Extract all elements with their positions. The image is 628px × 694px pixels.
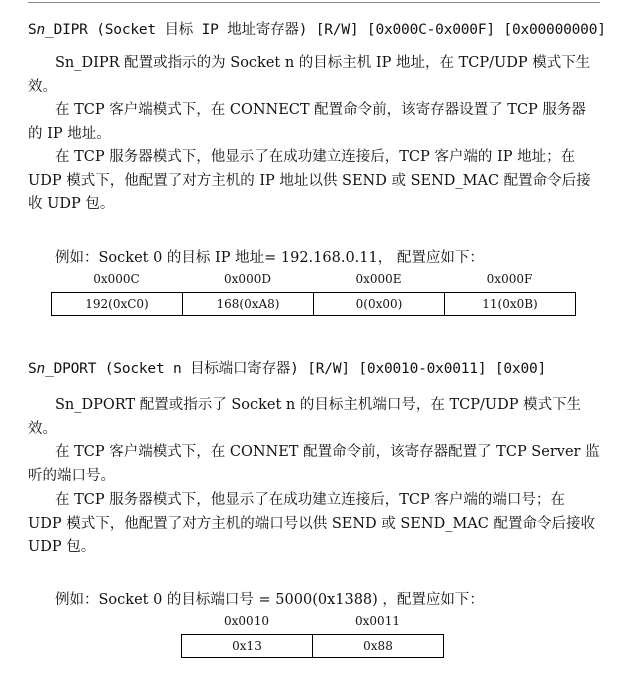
dport-value-1: 0x88 <box>313 635 444 658</box>
table-row <box>182 635 444 658</box>
dport-example: 例如：Socket 0 的目标端口号 = 5000(0x1388) ，配置应如下： <box>55 592 484 608</box>
dipr-address-3: 0x000F <box>486 272 533 286</box>
heading-prefix: S <box>28 22 37 38</box>
dipr-address-1: 0x000D <box>224 272 271 286</box>
dport-paragraph-1-text: Sn_DPORT 配置或指示了 Socket n 的目标主机端口号，在 TCP/UDP 模式下生效。 <box>28 397 582 437</box>
dipr-address-0: 0x000C <box>93 272 140 286</box>
top-rule <box>28 2 600 3</box>
dipr-register-table <box>51 292 576 316</box>
dport-paragraph-3 <box>28 489 600 560</box>
dipr-paragraph-1 <box>28 52 600 99</box>
section-heading-dipr <box>28 18 606 39</box>
dport-paragraph-2 <box>28 441 600 488</box>
dipr-value-1: 168(0xA8) <box>183 293 314 316</box>
dipr-value-2: 0(0x00) <box>314 293 445 316</box>
dport-paragraph-3-text: 在 TCP 服务器模式下，他显示了在成功建立连接后，TCP 客户端的端口号；在 UDP 模式下，他配置了对方主机的端口号以供 SEND 或 SEND_MAC 配置命令后接收 UDP 包。 <box>28 492 595 555</box>
heading-rest: _DIPR (Socket 目标 IP 地址寄存器) [R/W] [0x000C-0x000F] [0x00000000] <box>45 22 606 38</box>
dport-paragraph-1 <box>28 394 600 441</box>
heading-prefix: S <box>28 361 37 377</box>
heading-n: n <box>36 22 46 38</box>
dport-address-1: 0x0011 <box>355 614 400 628</box>
dport-value-0: 0x13 <box>182 635 313 658</box>
heading-n: n <box>36 361 46 377</box>
table-row <box>52 293 576 316</box>
dipr-paragraph-3-text: 在 TCP 服务器模式下，他显示了在成功建立连接后，TCP 客户端的 IP 地址；在 UDP 模式下，他配置了对方主机的 IP 地址以供 SEND 或 SEND_MAC 配置命令后接收 UDP 包。 <box>28 149 591 212</box>
dipr-value-0: 192(0xC0) <box>52 293 183 316</box>
dipr-paragraph-2-text: 在 TCP 客户端模式下，在 CONNECT 配置命令前，该寄存器设置了 TCP 服务器的 IP 地址。 <box>28 102 586 142</box>
dipr-paragraph-3 <box>28 146 600 217</box>
dipr-paragraph-2 <box>28 99 600 146</box>
dport-register-table <box>181 634 444 658</box>
dport-address-0: 0x0010 <box>224 614 269 628</box>
heading-rest: _DPORT (Socket n 目标端口寄存器) [R/W] [0x0010-0x0011] [0x00] <box>45 361 547 377</box>
dport-paragraph-2-text: 在 TCP 客户端模式下，在 CONNET 配置命令前，该寄存器配置了 TCP Server 监听的端口号。 <box>28 444 600 484</box>
dipr-value-3: 11(0x0B) <box>445 293 576 316</box>
dipr-example: 例如：Socket 0 的目标 IP 地址= 192.168.0.11， 配置应如下： <box>55 250 484 266</box>
dipr-paragraph-1-text: Sn_DIPR 配置或指示的为 Socket n 的目标主机 IP 地址，在 TCP/UDP 模式下生效。 <box>28 55 591 95</box>
dipr-address-2: 0x000E <box>355 272 402 286</box>
section-heading-dport <box>28 357 546 378</box>
